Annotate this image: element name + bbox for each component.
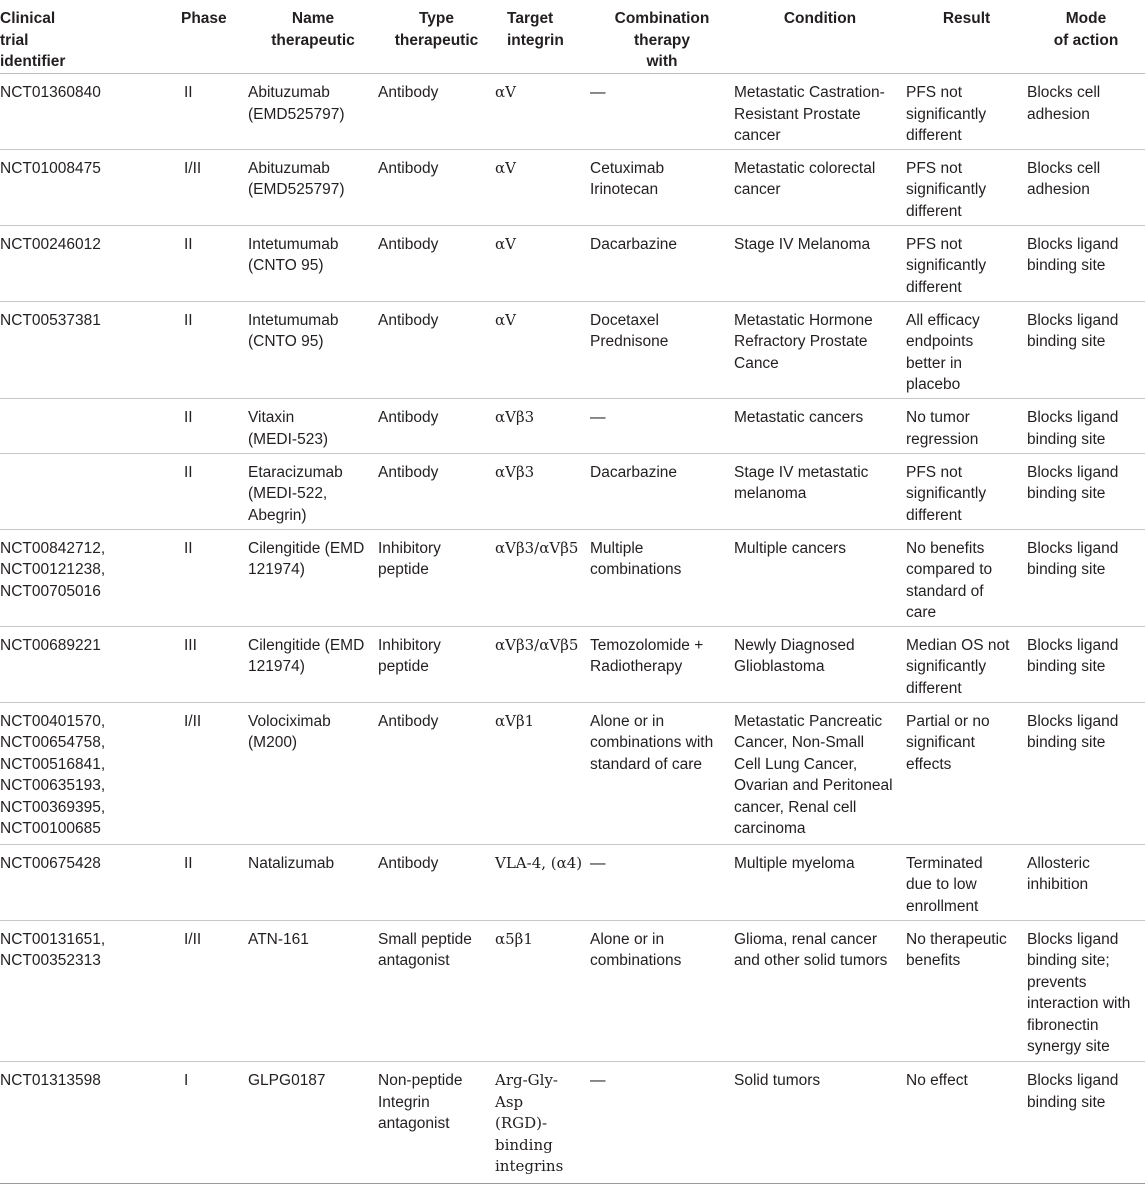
header-row bbox=[0, 0, 1145, 74]
cell-phase: II bbox=[184, 235, 193, 253]
cell-name-therapeutic: Intetumumab (CNTO 95) bbox=[248, 235, 339, 275]
cell-result: No benefits compared to standard of care bbox=[906, 539, 993, 622]
cell-condition: Metastatic Castration- Resistant Prostate cancer bbox=[734, 84, 885, 144]
cell-condition: Stage IV metastatic melanoma bbox=[734, 463, 869, 503]
cell-trial-identifier bbox=[0, 453, 181, 529]
cell-target-integrin: αVβ3 bbox=[495, 462, 535, 481]
table-row bbox=[0, 920, 1145, 1062]
table-row bbox=[0, 844, 1145, 920]
cell-type-therapeutic: Antibody bbox=[378, 159, 439, 177]
cell-mode-of-action: Blocks ligand binding site; prevents interaction with fibronectin synergy site bbox=[1027, 930, 1131, 1056]
table-row bbox=[0, 399, 1145, 454]
cell-name-therapeutic: Natalizumab bbox=[248, 854, 335, 872]
cell-phase: II bbox=[184, 84, 193, 101]
cell-combination-therapy: Cetuximab Irinotecan bbox=[590, 159, 665, 199]
cell-type-therapeutic: Small peptide antagonist bbox=[378, 930, 472, 970]
cell-target-integrin: αVβ1 bbox=[495, 711, 535, 730]
cell-result: All efficacy endpoints better in placebo bbox=[906, 311, 980, 394]
table-row bbox=[0, 149, 1145, 225]
cell-target-integrin: Arg-Gly- Asp (RGD)- binding integrins bbox=[495, 1071, 564, 1176]
cell-trial-identifier: NCT01313598 bbox=[0, 1072, 101, 1090]
cell-trial-identifier: NCT00131651, NCT00352313 bbox=[0, 930, 106, 970]
header-name-therapeutic: Name therapeutic bbox=[248, 0, 378, 74]
cell-type-therapeutic: Antibody bbox=[378, 311, 439, 329]
cell-mode-of-action: Blocks cell adhesion bbox=[1027, 159, 1101, 199]
cell-type-therapeutic: Antibody bbox=[378, 463, 439, 481]
cell-mode-of-action: Blocks ligand binding site bbox=[1027, 463, 1119, 503]
header-phase: Phase bbox=[181, 0, 248, 74]
cell-trial-identifier: NCT01360840 bbox=[0, 84, 101, 101]
cell-name-therapeutic: Etaracizumab (MEDI-522, Abegrin) bbox=[248, 463, 343, 524]
cell-trial-identifier: NCT00675428 bbox=[0, 854, 101, 872]
cell-phase: II bbox=[184, 539, 193, 557]
cell-phase: II bbox=[184, 463, 193, 481]
cell-type-therapeutic: Antibody bbox=[378, 235, 439, 253]
cell-mode-of-action: Blocks ligand binding site bbox=[1027, 409, 1119, 448]
cell-mode-of-action: Blocks ligand binding site bbox=[1027, 311, 1119, 351]
cell-target-integrin: αVβ3 bbox=[495, 408, 535, 427]
cell-combination-therapy: Alone or in combinations with standard of care bbox=[590, 712, 714, 773]
header-trial-identifier: Clinical trial identifier bbox=[0, 0, 181, 74]
cell-condition: Metastatic Hormone Refractory Prostate Cance bbox=[734, 311, 873, 372]
cell-condition: Newly Diagnosed Glioblastoma bbox=[734, 636, 855, 676]
table-row bbox=[0, 301, 1145, 398]
cell-name-therapeutic: Abituzumab (EMD525797) bbox=[248, 84, 345, 123]
cell-result: PFS not significantly different bbox=[906, 235, 987, 296]
cell-result: PFS not significantly different bbox=[906, 159, 987, 220]
cell-target-integrin: αV bbox=[495, 234, 516, 253]
header-type-therapeutic: Type therapeutic bbox=[378, 0, 495, 74]
cell-target-integrin: α5β1 bbox=[495, 929, 533, 948]
cell-name-therapeutic: Intetumumab (CNTO 95) bbox=[248, 311, 339, 351]
table-row bbox=[0, 453, 1145, 529]
table-row bbox=[0, 529, 1145, 626]
cell-result: Median OS not significantly different bbox=[906, 636, 1010, 697]
cell-result: PFS not significantly different bbox=[906, 84, 987, 144]
cell-condition: Multiple cancers bbox=[734, 539, 846, 557]
cell-name-therapeutic: Vitaxin (MEDI-523) bbox=[248, 409, 329, 448]
header-condition: Condition bbox=[734, 0, 906, 74]
cell-name-therapeutic: Cilengitide (EMD 121974) bbox=[248, 636, 365, 676]
cell-type-therapeutic: Inhibitory peptide bbox=[378, 636, 441, 676]
cell-phase: II bbox=[184, 311, 193, 329]
cell-trial-identifier: NCT00842712, NCT00121238, NCT00705016 bbox=[0, 539, 106, 600]
table-row bbox=[0, 74, 1145, 150]
cell-mode-of-action: Allosteric inhibition bbox=[1027, 854, 1090, 894]
cell-name-therapeutic: ATN-161 bbox=[248, 930, 309, 948]
cell-mode-of-action: Blocks ligand binding site bbox=[1027, 1072, 1119, 1111]
cell-condition: Metastatic Pancreatic Cancer, Non-Small Cell Lung Cancer, Ovarian and Peritoneal cancer, Renal cell carcinoma bbox=[734, 712, 893, 838]
cell-type-therapeutic: Non-peptide Integrin antagonist bbox=[378, 1072, 463, 1133]
cell-phase: I bbox=[184, 1072, 189, 1090]
cell-target-integrin: αV bbox=[495, 158, 516, 177]
cell-combination-therapy: Multiple combinations bbox=[590, 539, 682, 579]
cell-mode-of-action: Blocks ligand binding site bbox=[1027, 712, 1119, 752]
cell-condition: Metastatic cancers bbox=[734, 409, 864, 427]
cell-result: No effect bbox=[906, 1072, 968, 1090]
table-row bbox=[0, 1062, 1145, 1184]
cell-trial-identifier: NCT01008475 bbox=[0, 159, 101, 177]
cell-condition: Solid tumors bbox=[734, 1072, 821, 1090]
cell-combination-therapy: — bbox=[590, 409, 606, 427]
cell-name-therapeutic: Volociximab (M200) bbox=[248, 712, 331, 752]
table-row bbox=[0, 626, 1145, 702]
cell-combination-therapy: Docetaxel Prednisone bbox=[590, 311, 669, 351]
cell-type-therapeutic: Antibody bbox=[378, 712, 439, 730]
header-mode-of-action: Mode of action bbox=[1027, 0, 1145, 74]
cell-combination-therapy: Alone or in combinations bbox=[590, 930, 682, 970]
cell-result: PFS not significantly different bbox=[906, 463, 987, 524]
cell-combination-therapy: Dacarbazine bbox=[590, 463, 678, 481]
cell-target-integrin: αVβ3/αVβ5 bbox=[495, 538, 579, 557]
cell-condition: Metastatic colorectal cancer bbox=[734, 159, 876, 199]
cell-combination-therapy: Temozolomide + Radiotherapy bbox=[590, 636, 704, 676]
cell-type-therapeutic: Inhibitory peptide bbox=[378, 539, 441, 579]
cell-target-integrin: VLA-4, (α4) bbox=[495, 853, 583, 872]
table-row bbox=[0, 702, 1145, 844]
cell-combination-therapy: Dacarbazine bbox=[590, 235, 678, 253]
cell-result: No tumor regression bbox=[906, 409, 979, 448]
cell-mode-of-action: Blocks ligand binding site bbox=[1027, 636, 1119, 676]
cell-phase: I/II bbox=[184, 930, 202, 948]
cell-result: Partial or no significant effects bbox=[906, 712, 990, 773]
cell-condition: Glioma, renal cancer and other solid tumors bbox=[734, 930, 888, 970]
table-row bbox=[0, 225, 1145, 301]
header-result: Result bbox=[906, 0, 1027, 74]
cell-trial-identifier: NCT00689221 bbox=[0, 636, 101, 654]
cell-type-therapeutic: Antibody bbox=[378, 854, 439, 872]
cell-phase: I/II bbox=[184, 159, 202, 177]
cell-condition: Multiple myeloma bbox=[734, 854, 855, 872]
cell-mode-of-action: Blocks ligand binding site bbox=[1027, 539, 1119, 579]
cell-combination-therapy: — bbox=[590, 84, 606, 101]
cell-result: Terminated due to low enrollment bbox=[906, 854, 983, 915]
cell-phase: I/II bbox=[184, 712, 202, 730]
header-target-integrin: Target integrin bbox=[495, 0, 590, 74]
cell-result: No therapeutic benefits bbox=[906, 930, 1007, 970]
cell-trial-identifier: NCT00401570, NCT00654758, NCT00516841, NCT00635193, NCT00369395, NCT00100685 bbox=[0, 712, 106, 838]
cell-target-integrin: αV bbox=[495, 310, 516, 329]
cell-trial-identifier bbox=[0, 399, 181, 454]
header-combination-therapy: Combination therapy with bbox=[590, 0, 734, 74]
cell-combination-therapy: — bbox=[590, 1072, 606, 1090]
cell-name-therapeutic: GLPG0187 bbox=[248, 1072, 326, 1090]
cell-condition: Stage IV Melanoma bbox=[734, 235, 871, 253]
cell-target-integrin: αV bbox=[495, 83, 516, 101]
cell-trial-identifier: NCT00537381 bbox=[0, 311, 101, 329]
cell-trial-identifier: NCT00246012 bbox=[0, 235, 101, 253]
cell-phase: III bbox=[184, 636, 197, 654]
cell-name-therapeutic: Abituzumab (EMD525797) bbox=[248, 159, 345, 199]
cell-phase: II bbox=[184, 854, 193, 872]
cell-name-therapeutic: Cilengitide (EMD 121974) bbox=[248, 539, 365, 579]
cell-mode-of-action: Blocks ligand binding site bbox=[1027, 235, 1119, 275]
cell-type-therapeutic: Antibody bbox=[378, 84, 439, 101]
cell-target-integrin: αVβ3/αVβ5 bbox=[495, 635, 579, 654]
cell-mode-of-action: Blocks cell adhesion bbox=[1027, 84, 1101, 123]
cell-phase: II bbox=[184, 409, 193, 427]
cell-type-therapeutic: Antibody bbox=[378, 409, 439, 427]
cell-combination-therapy: — bbox=[590, 854, 606, 872]
